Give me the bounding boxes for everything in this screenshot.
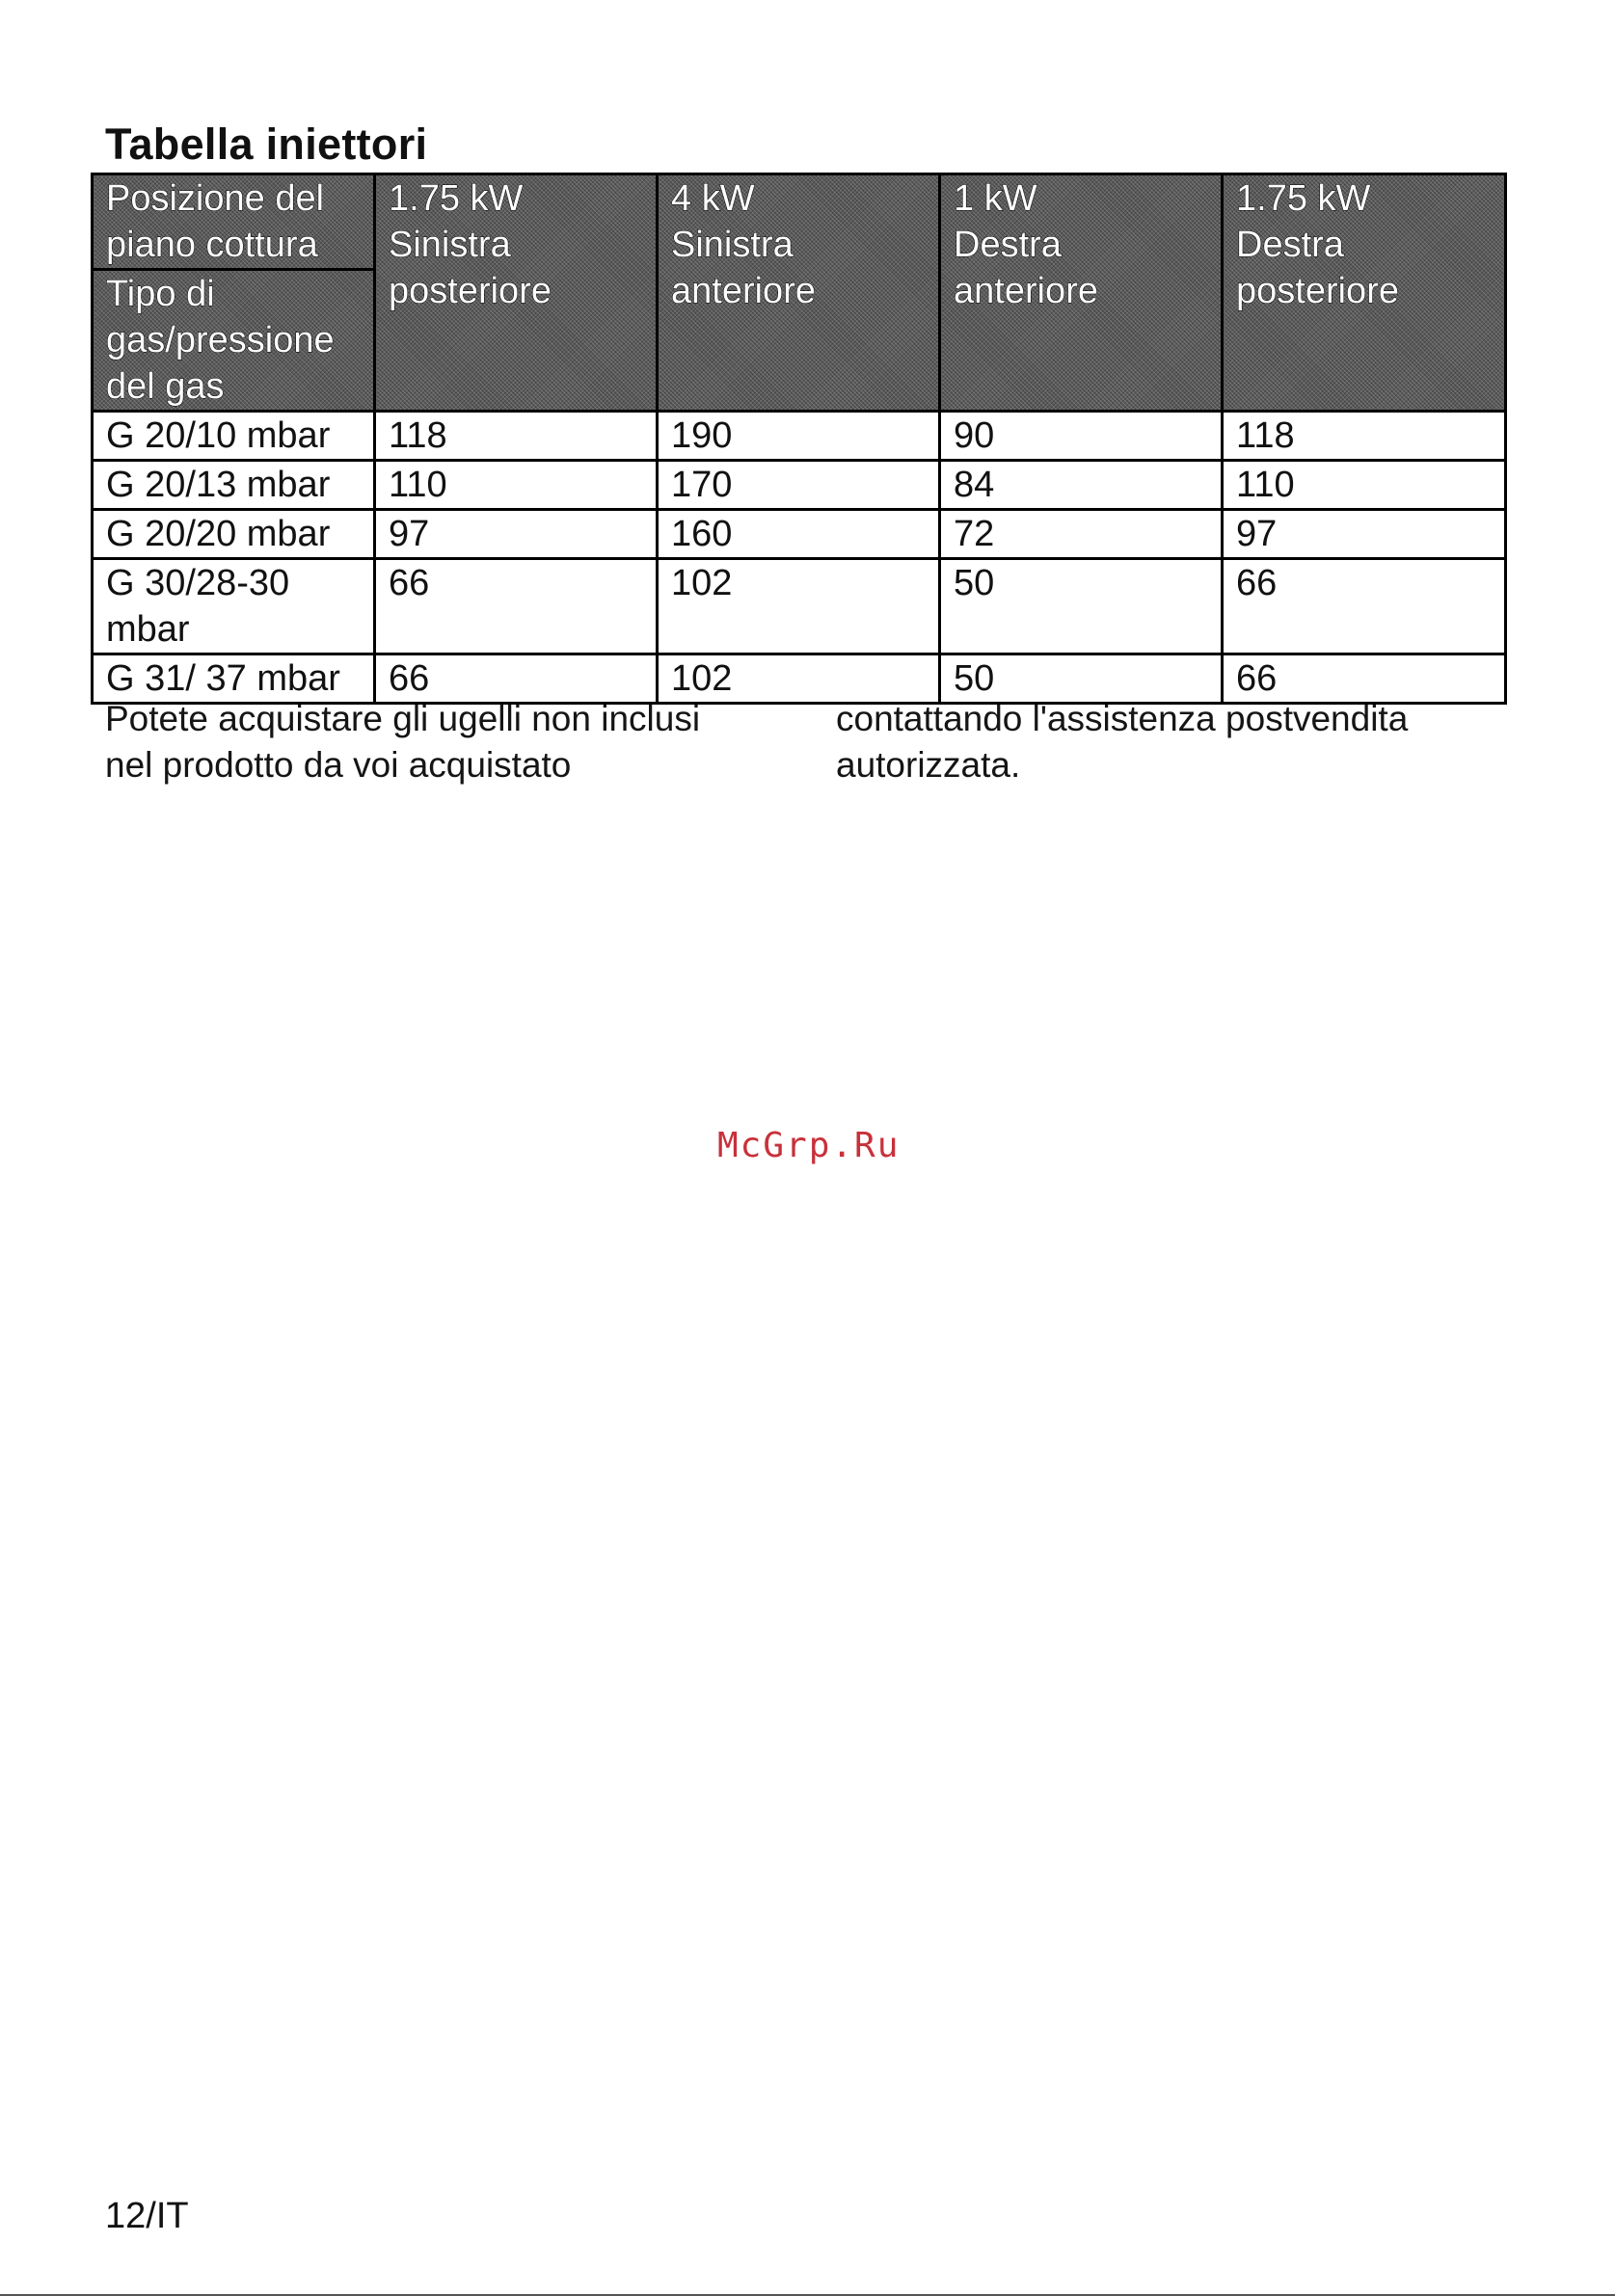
injector-value-cell: 110: [375, 461, 658, 510]
injector-value-cell: 102: [658, 559, 940, 654]
injector-value-cell: 50: [940, 654, 1223, 704]
note-line: nel prodotto da voi acquistato: [105, 745, 572, 785]
watermark: McGrp.Ru: [717, 1126, 901, 1165]
corner-header-gas-type: [93, 270, 375, 412]
corner-header-line: gas/pressione: [106, 320, 335, 360]
gas-type-cell: [93, 412, 375, 461]
injector-value-cell: 160: [658, 510, 940, 559]
column-header-burner-4: [1223, 174, 1506, 412]
injector-value-cell: 190: [658, 412, 940, 461]
column-header-place: posteriore: [389, 271, 552, 311]
injector-value-cell: 72: [940, 510, 1223, 559]
note-line: Potete acquistare gli ugelli non inclusi: [105, 699, 701, 738]
injector-value-cell: 97: [1223, 510, 1506, 559]
injector-value-cell: 118: [375, 412, 658, 461]
gas-type-label: G 31/ 37 mbar: [106, 658, 340, 699]
injector-value-cell: 66: [375, 654, 658, 704]
injector-value-cell: 110: [1223, 461, 1506, 510]
column-header-side: Sinistra: [389, 225, 511, 265]
column-header-place: anteriore: [954, 271, 1098, 311]
corner-header-line: Tipo di: [106, 274, 215, 314]
injector-value-cell: 102: [658, 654, 940, 704]
injector-value-cell: 90: [940, 412, 1223, 461]
corner-header-line: piano cottura: [106, 225, 318, 265]
table-row: [93, 559, 1506, 654]
column-header-power: 1.75 kW: [389, 178, 524, 219]
corner-header-position: [93, 174, 375, 270]
column-header-side: Sinistra: [671, 225, 794, 265]
injector-value-cell: 66: [1223, 559, 1506, 654]
injector-value-cell: 50: [940, 559, 1223, 654]
gas-type-label: G 20/20 mbar: [106, 514, 331, 554]
table-row: [93, 412, 1506, 461]
table-row: [93, 461, 1506, 510]
gas-type-cell: [93, 510, 375, 559]
injector-value-cell: 97: [375, 510, 658, 559]
gas-type-label: G 20/13 mbar: [106, 465, 331, 505]
table-header-row: [93, 174, 1506, 270]
gas-type-label: G 30/28-30: [106, 563, 290, 603]
column-header-power: 1 kW: [954, 178, 1037, 219]
gas-type-label: G 20/10 mbar: [106, 415, 331, 456]
gas-type-cell: [93, 559, 375, 654]
column-header-place: posteriore: [1236, 271, 1399, 311]
column-header-burner-3: [940, 174, 1223, 412]
column-header-place: anteriore: [671, 271, 816, 311]
injector-table: [91, 173, 1507, 705]
corner-header-line: del gas: [106, 366, 225, 407]
page-title: Tabella iniettori: [105, 120, 428, 169]
injector-value-cell: 66: [375, 559, 658, 654]
column-header-power: 4 kW: [671, 178, 755, 219]
gas-type-label: mbar: [106, 609, 190, 650]
note-right-column: [836, 696, 1530, 788]
note-line: autorizzata.: [836, 745, 1021, 785]
note-left-column: [105, 696, 780, 788]
corner-header-line: Posizione del: [106, 178, 325, 219]
table-row: [93, 510, 1506, 559]
column-header-burner-2: [658, 174, 940, 412]
injector-value-cell: 118: [1223, 412, 1506, 461]
page-number: 12/IT: [105, 2196, 189, 2236]
gas-type-cell: [93, 461, 375, 510]
column-header-power: 1.75 kW: [1236, 178, 1371, 219]
column-header-side: Destra: [954, 225, 1062, 265]
injector-value-cell: 170: [658, 461, 940, 510]
injector-value-cell: 66: [1223, 654, 1506, 704]
column-header-burner-1: [375, 174, 658, 412]
column-header-side: Destra: [1236, 225, 1344, 265]
note-line: contattando l'assistenza postvendita: [836, 699, 1409, 738]
injector-value-cell: 84: [940, 461, 1223, 510]
